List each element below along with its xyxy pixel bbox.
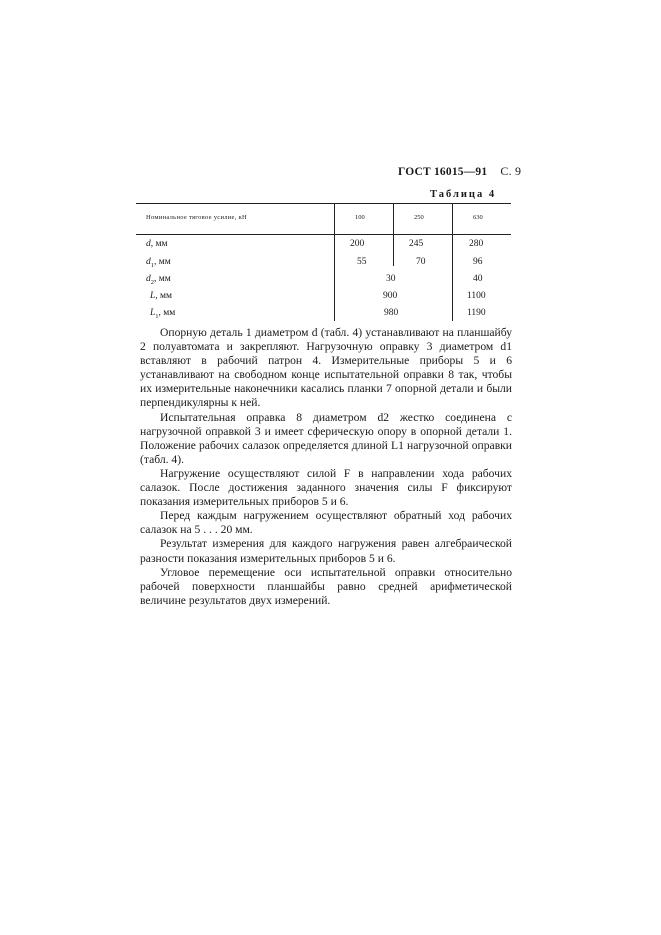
table-row-label: L, мм [150, 291, 173, 301]
table-header-rule [136, 234, 511, 235]
table-cell-merged: 30 [386, 274, 396, 284]
table-cell-merged: 980 [384, 308, 399, 318]
table-vrule [334, 234, 335, 321]
table-cell: 40 [473, 274, 483, 284]
table-cell: 1100 [467, 291, 486, 301]
table-row-label: d, мм [146, 239, 168, 249]
table-cell: 55 [357, 257, 367, 267]
table-cell: 280 [469, 239, 484, 249]
table-vrule [452, 234, 453, 321]
paragraph: Результат измерения для каждого нагружения равен алгебраической разности показания измерительных приборов 5 и 6. [140, 537, 512, 565]
page-number: С. 9 [500, 164, 522, 178]
table-column-header: 100 [355, 214, 365, 221]
table-vrule [452, 203, 453, 234]
table-cell: 245 [409, 239, 424, 249]
table-top-rule [136, 203, 511, 204]
paragraph: Нагружение осуществляют силой F в направлении хода рабочих салазок. После достижения заданного значения силы F фиксируют показания измерительных приборов 5 и 6. [140, 466, 512, 509]
table-row-label: $d_1$, мм [146, 257, 171, 269]
table-column-header: 250 [414, 214, 424, 221]
table-cell: 200 [350, 239, 365, 249]
table-row-label: $L_1$, мм [150, 308, 176, 320]
table-vrule [393, 234, 394, 266]
paragraph: Испытательная оправка 8 диаметром d2 жестко соединена с нагрузочной оправкой 3 и имеет сферическую опору в опорной детали 1. Положение рабочих салазок определяется длиной L1 нагрузочной оправки (табл. 4). [140, 410, 512, 466]
table-cell-merged: 900 [383, 291, 398, 301]
page-header [398, 164, 521, 179]
table-caption: Таблица 4 [430, 189, 497, 200]
document-code: ГОСТ 16015—91 [398, 166, 488, 178]
table-row-label: $d_2$, мм [146, 274, 171, 286]
paragraph: Перед каждым нагружением осуществляют обратный ход рабочих салазок на 5 . . . 20 мм. [140, 509, 512, 537]
paragraph: Опорную деталь 1 диаметром d (табл. 4) устанавливают на планшайбу 2 полуавтомата и закрепляют. Нагрузочную оправку 3 диаметром d1 вставляют в рабочий патрон 4. Измерительные приборы 5 и 6 устанавливают на свободном конце испытательной оправки 8 так, чтобы их измерительные наконечники касались планки 7 опорной детали и были перпендикулярны к ней. [140, 326, 512, 410]
table-cell: 96 [473, 257, 483, 267]
table-vrule [393, 203, 394, 234]
table-vrule [334, 203, 335, 234]
body-text [140, 326, 512, 608]
table-cell: 1190 [467, 308, 486, 318]
paragraph: Угловое перемещение оси испытательной оправки относительно рабочей поверхности планшайбы равно средней арифметической величине результатов двух измерений. [140, 565, 512, 607]
table-cell: 70 [416, 257, 426, 267]
table-column-header: 630 [473, 214, 483, 221]
data-table [136, 203, 511, 321]
table-header-label: Номинальное тяговое усилие, кН [146, 214, 248, 221]
